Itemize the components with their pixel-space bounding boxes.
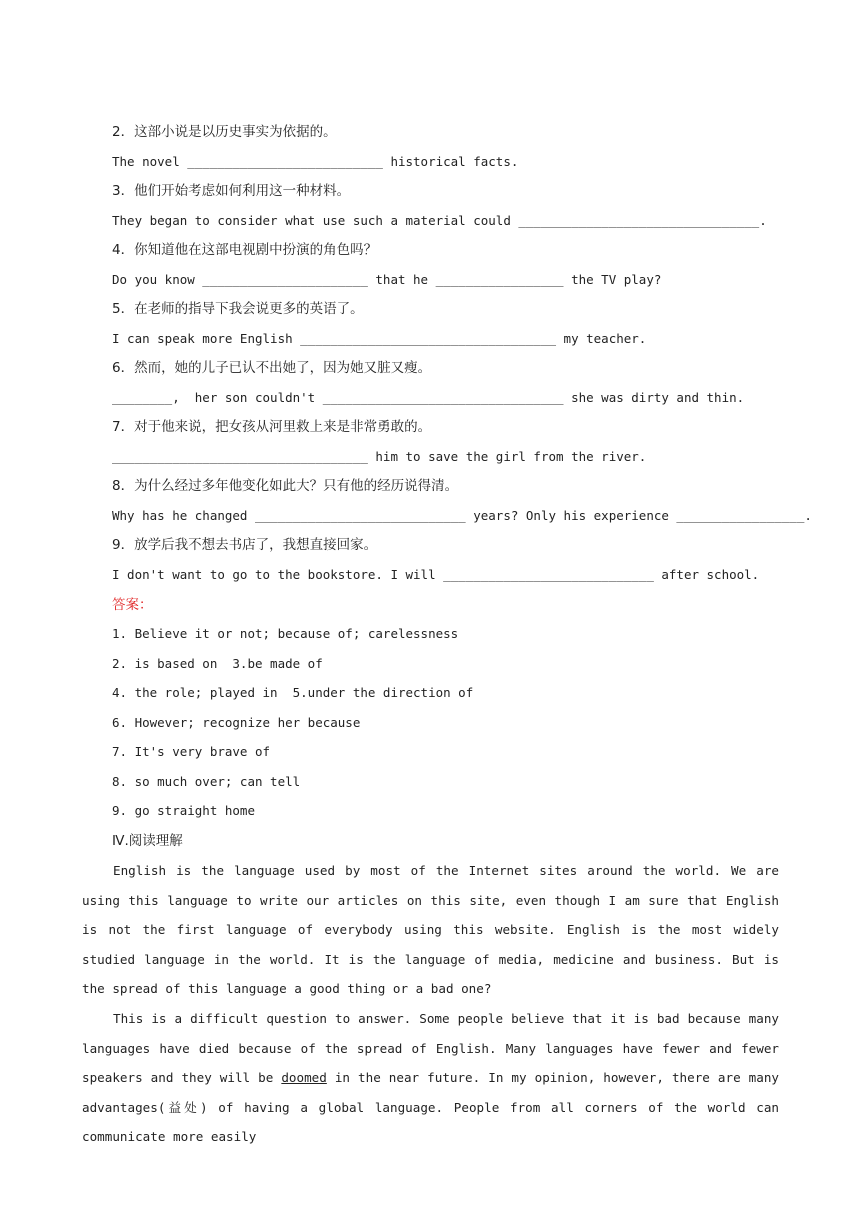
answer-line: 1. Believe it or not; because of; carelessness bbox=[112, 626, 459, 641]
question-4-english: Do you know ______________________ that he _________________ the TV play? bbox=[112, 272, 662, 287]
question-8-chinese: 8．为什么经过多年他变化如此大？只有他的经历说得清。 bbox=[112, 478, 459, 494]
question-5-chinese: 5．在老师的指导下我会说更多的英语了。 bbox=[112, 301, 364, 317]
question-6-chinese: 6．然而，她的儿子已认不出她了，因为她又脏又瘦。 bbox=[112, 360, 432, 376]
question-2-english: The novel __________________________ historical facts. bbox=[112, 154, 519, 169]
underlined-word: doomed bbox=[281, 1070, 327, 1085]
reading-paragraph-1 bbox=[82, 856, 779, 1004]
answer-line: 8. so much over; can tell bbox=[112, 774, 301, 789]
question-6-english: ________, her son couldn't ________________________________ she was dirty and thin. bbox=[112, 390, 745, 405]
question-9-chinese: 9．放学后我不想去书店了，我想直接回家。 bbox=[112, 537, 378, 553]
question-7-chinese: 7．对于他来说，把女孩从河里救上来是非常勇敢的。 bbox=[112, 419, 432, 435]
answer-line: 7. It's very brave of bbox=[112, 744, 271, 759]
paragraph-1-text: English is the language used by most of the Internet sites around the world. We are using this language to write our articles on this site, even though I am sure that English is not the first language of everybody using this website. English is the most widely studied language in the world. It is the language of media, medicine and business. But is the spread of this language a good thing or a bad one? bbox=[82, 863, 779, 996]
section-title: Ⅳ.阅读理解 bbox=[112, 833, 183, 849]
reading-paragraph-2 bbox=[82, 1004, 779, 1152]
question-4-chinese: 4．你知道他在这部电视剧中扮演的角色吗？ bbox=[112, 242, 378, 258]
answer-line: 6. However; recognize her because bbox=[112, 715, 361, 730]
answer-heading: 答案： bbox=[112, 597, 153, 613]
answer-line: 9. go straight home bbox=[112, 803, 255, 818]
paragraph-2-text-start: This is a difficult question to answer. Some people believe that it is bad because many languages have died because of the spread of English. Many languages have fewer and fewer speakers and they will be bbox=[82, 1011, 779, 1085]
question-9-english: I don't want to go to the bookstore. I will ____________________________ after school. bbox=[112, 567, 760, 582]
question-3-english: They began to consider what use such a material could ________________________________. bbox=[112, 213, 767, 228]
question-5-english: I can speak more English __________________________________ my teacher. bbox=[112, 331, 647, 346]
answer-line: 2. is based on 3.be made of bbox=[112, 656, 323, 671]
question-3-chinese: 3．他们开始考虑如何利用这一种材料。 bbox=[112, 183, 351, 199]
question-8-english: Why has he changed ____________________________ years? Only his experience _________________. bbox=[112, 508, 812, 523]
paragraph-2-text-end: in the near future. In my opinion, however, there are many advantages(益处) of having a global language. People from all corners of the world can communicate more easily bbox=[82, 1070, 779, 1144]
question-7-english: __________________________________ him to save the girl from the river. bbox=[112, 449, 647, 464]
answer-line: 4. the role; played in 5.under the direction of bbox=[112, 685, 474, 700]
question-2-chinese: 2．这部小说是以历史事实为依据的。 bbox=[112, 124, 337, 140]
